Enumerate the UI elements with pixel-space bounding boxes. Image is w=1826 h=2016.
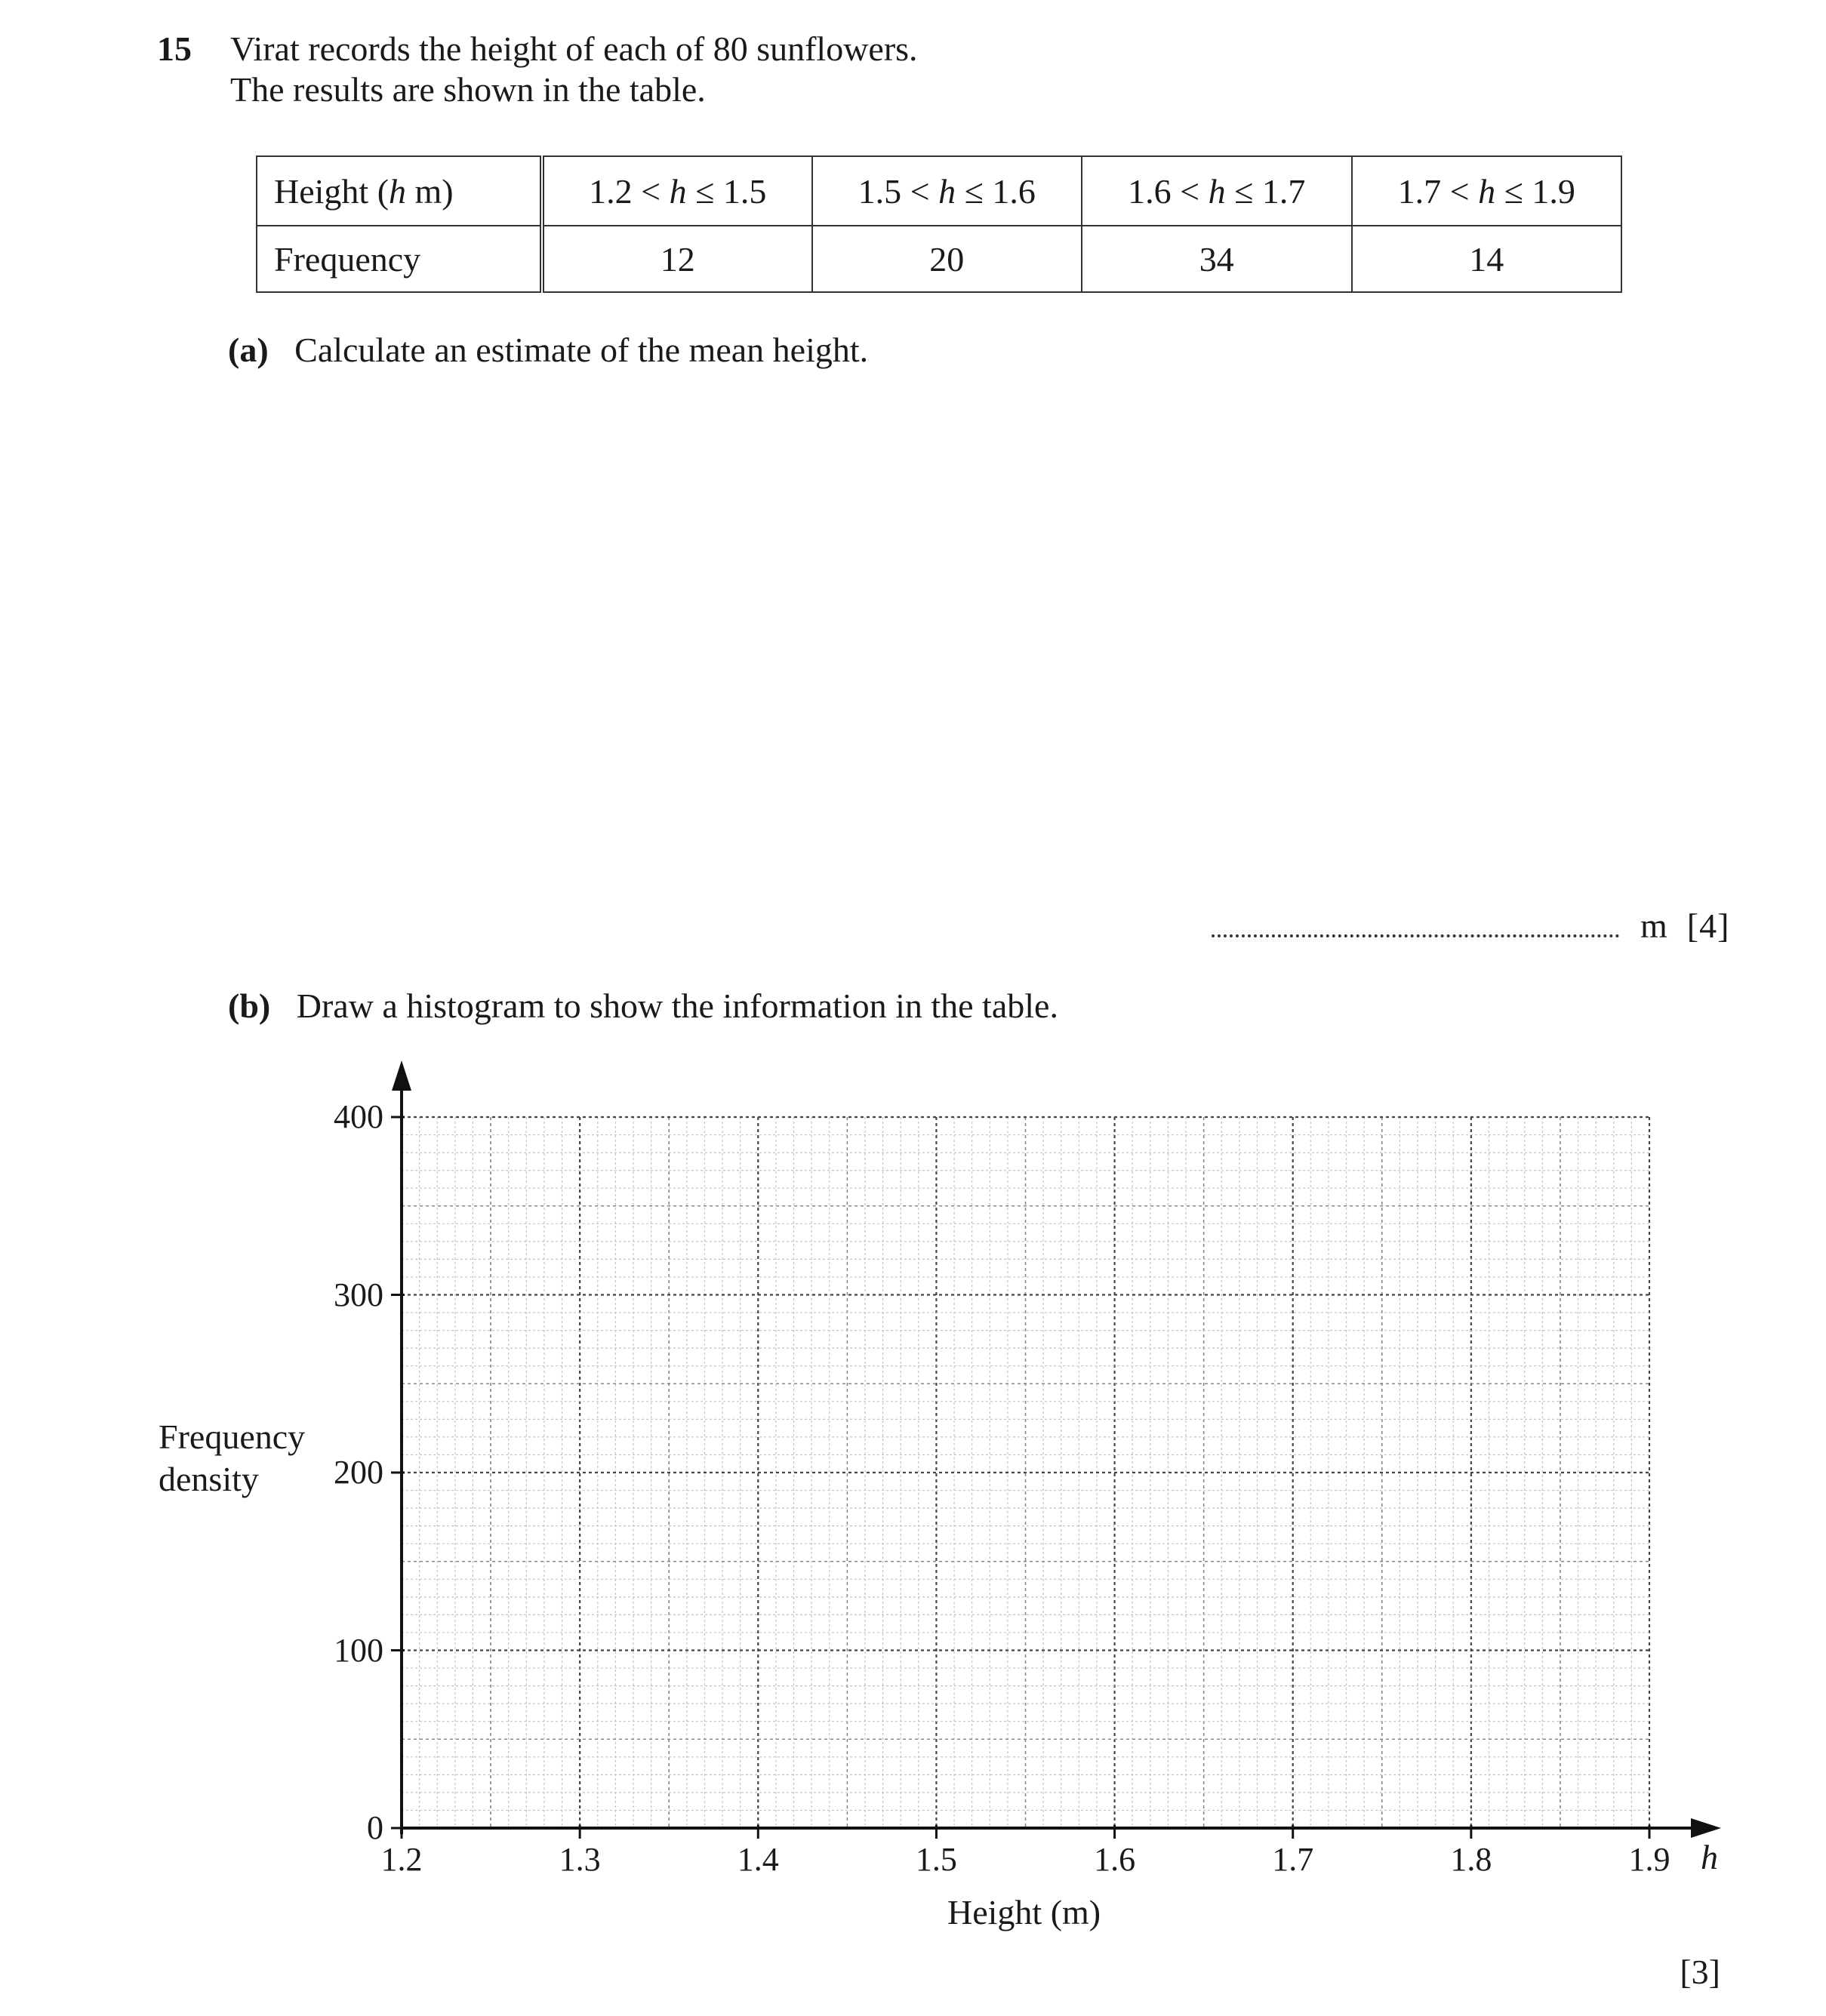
table-cell-class-3: 1.6 < h ≤ 1.7 <box>1082 156 1352 226</box>
part-b-marks: [3] <box>1680 1953 1720 1991</box>
part-a-text: Calculate an estimate of the mean height. <box>294 331 869 369</box>
x-tick-label: 1.2 <box>380 1841 423 1878</box>
y-tick-label: 200 <box>334 1454 383 1491</box>
y-axis-label: Frequency density <box>159 1417 306 1498</box>
question-stem-line-1: Virat records the height of each of 80 sunflowers. <box>230 29 918 68</box>
part-b-text: Draw a histogram to show the information in the table. <box>296 986 1058 1025</box>
x-tick-label: 1.8 <box>1450 1841 1492 1878</box>
x-axis-arrow-icon <box>1691 1818 1721 1838</box>
question-stem-line-2: The results are shown in the table. <box>230 70 706 109</box>
table-cell-frequency-2: 20 <box>812 226 1082 292</box>
x-tick-label: 1.4 <box>737 1841 779 1878</box>
x-tick-label: 1.3 <box>559 1841 601 1878</box>
x-tick-label: 1.6 <box>1094 1841 1136 1878</box>
table-cell-class-4: 1.7 < h ≤ 1.9 <box>1352 156 1622 226</box>
x-axis-variable: h <box>1701 1838 1718 1876</box>
question-number: 15 <box>157 29 192 68</box>
table-header-frequency: Frequency <box>257 226 542 292</box>
part-b-label: (b) <box>228 986 271 1025</box>
table-cell-frequency-1: 12 <box>542 226 812 292</box>
y-tick-label: 400 <box>334 1098 383 1135</box>
y-axis-arrow-icon <box>392 1060 411 1091</box>
part-a-marks: [4] <box>1686 906 1730 945</box>
x-tick-label: 1.9 <box>1628 1841 1670 1878</box>
part-a-label: (a) <box>228 331 269 369</box>
y-tick-label: 100 <box>334 1631 383 1669</box>
x-axis-label: Height (m) <box>947 1893 1101 1931</box>
table-cell-class-2: 1.5 < h ≤ 1.6 <box>812 156 1082 226</box>
table-cell-frequency-4: 14 <box>1352 226 1622 292</box>
x-tick-label: 1.7 <box>1272 1841 1314 1878</box>
table-cell-frequency-3: 34 <box>1082 226 1352 292</box>
x-tick-label: 1.5 <box>915 1841 957 1878</box>
answer-unit: m <box>1640 906 1668 945</box>
y-tick-label: 300 <box>334 1276 383 1313</box>
table-header-height: Height (h m) <box>257 156 542 226</box>
table-cell-class-1: 1.2 < h ≤ 1.5 <box>542 156 812 226</box>
y-tick-label: 0 <box>367 1809 383 1846</box>
